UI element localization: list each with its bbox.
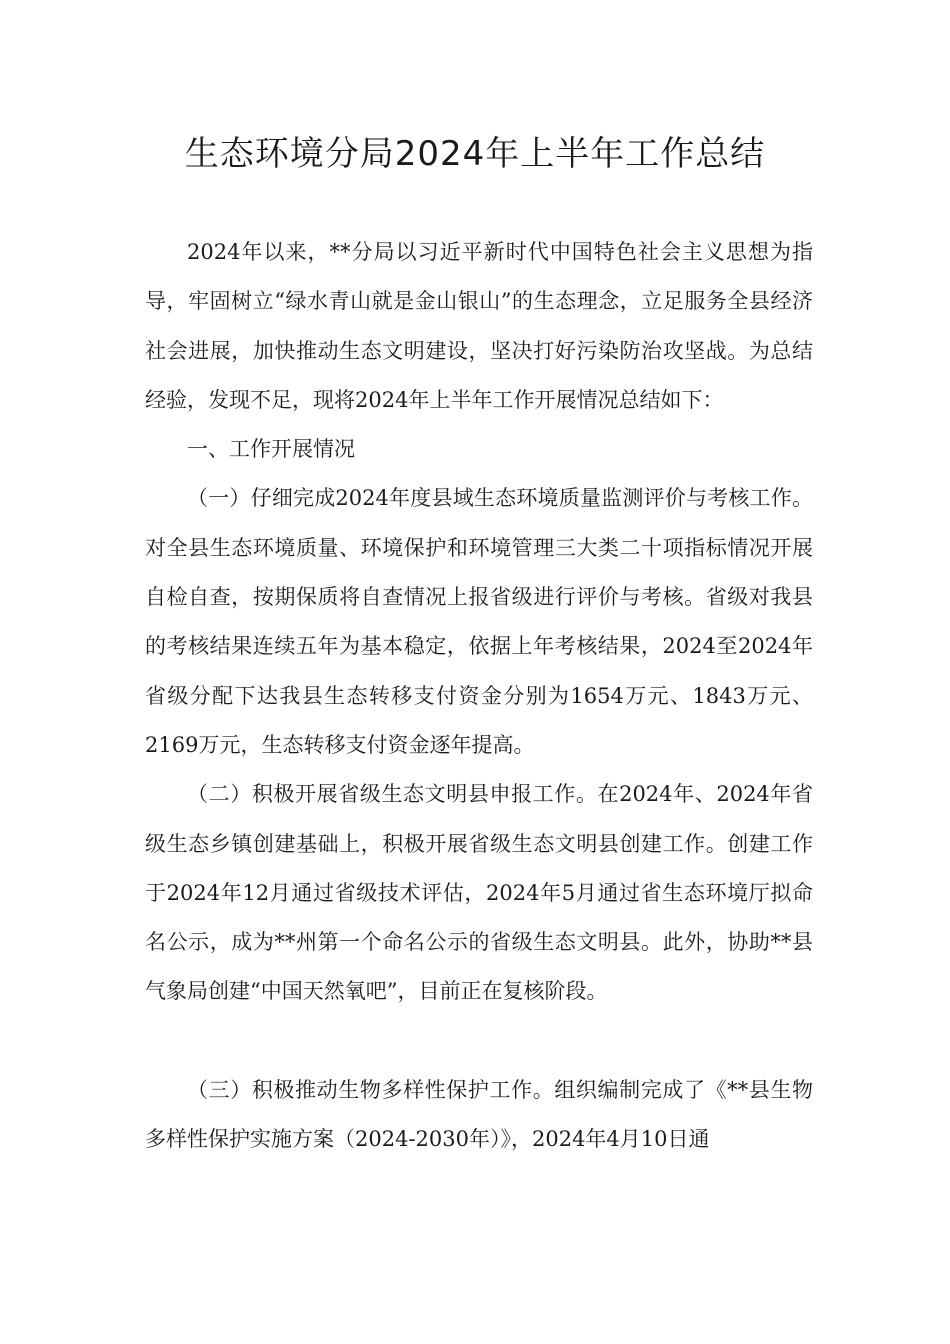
document-body — [145, 228, 813, 1164]
intro-paragraph: 2024年以来，**分局以习近平新时代中国特色社会主义思想为指导，牢固树立“绿水青山就是金山银山”的生态理念，立足服务全县经济社会进展，加快推动生态文明建设，坚决打好污染防治攻坚战。为总结经验，发现不足，现将2024年上半年工作开展情况总结如下： — [145, 240, 813, 412]
paragraph-item-2: （二）积极开展省级生态文明县申报工作。在2024年、2024年省级生态乡镇创建基础上，积极开展省级生态文明县创建工作。创建工作于2024年12月通过省级技术评估，2024年5月通过省生态环境厅拟命名公示，成为**州第一个命名公示的省级生态文明县。此外，协助**县气象局创建“中国天然氧吧”，目前正在复核阶段。 — [145, 782, 813, 1004]
paragraph-item-3: （三）积极推动生物多样性保护工作。组织编制完成了《**县生物多样性保护实施方案（2024-2030年）》，2024年4月10日通 — [145, 1077, 813, 1152]
section-heading: 一、工作开展情况 — [187, 437, 355, 462]
paragraph-item-1: （一）仔细完成2024年度县域生态环境质量监测评价与考核工作。对全县生态环境质量、环境保护和环境管理三大类二十项指标情况开展自检自查，按期保质将自查情况上报省级进行评价与考核。省级对我县的考核结果连续五年为基本稳定，依据上年考核结果，2024至2024年省级分配下达我县生态转移支付资金分别为1654万元、1843万元、2169万元，生态转移支付资金逐年提高。 — [145, 486, 813, 757]
document-title: 生态环境分局2024年上半年工作总结 — [184, 134, 766, 174]
